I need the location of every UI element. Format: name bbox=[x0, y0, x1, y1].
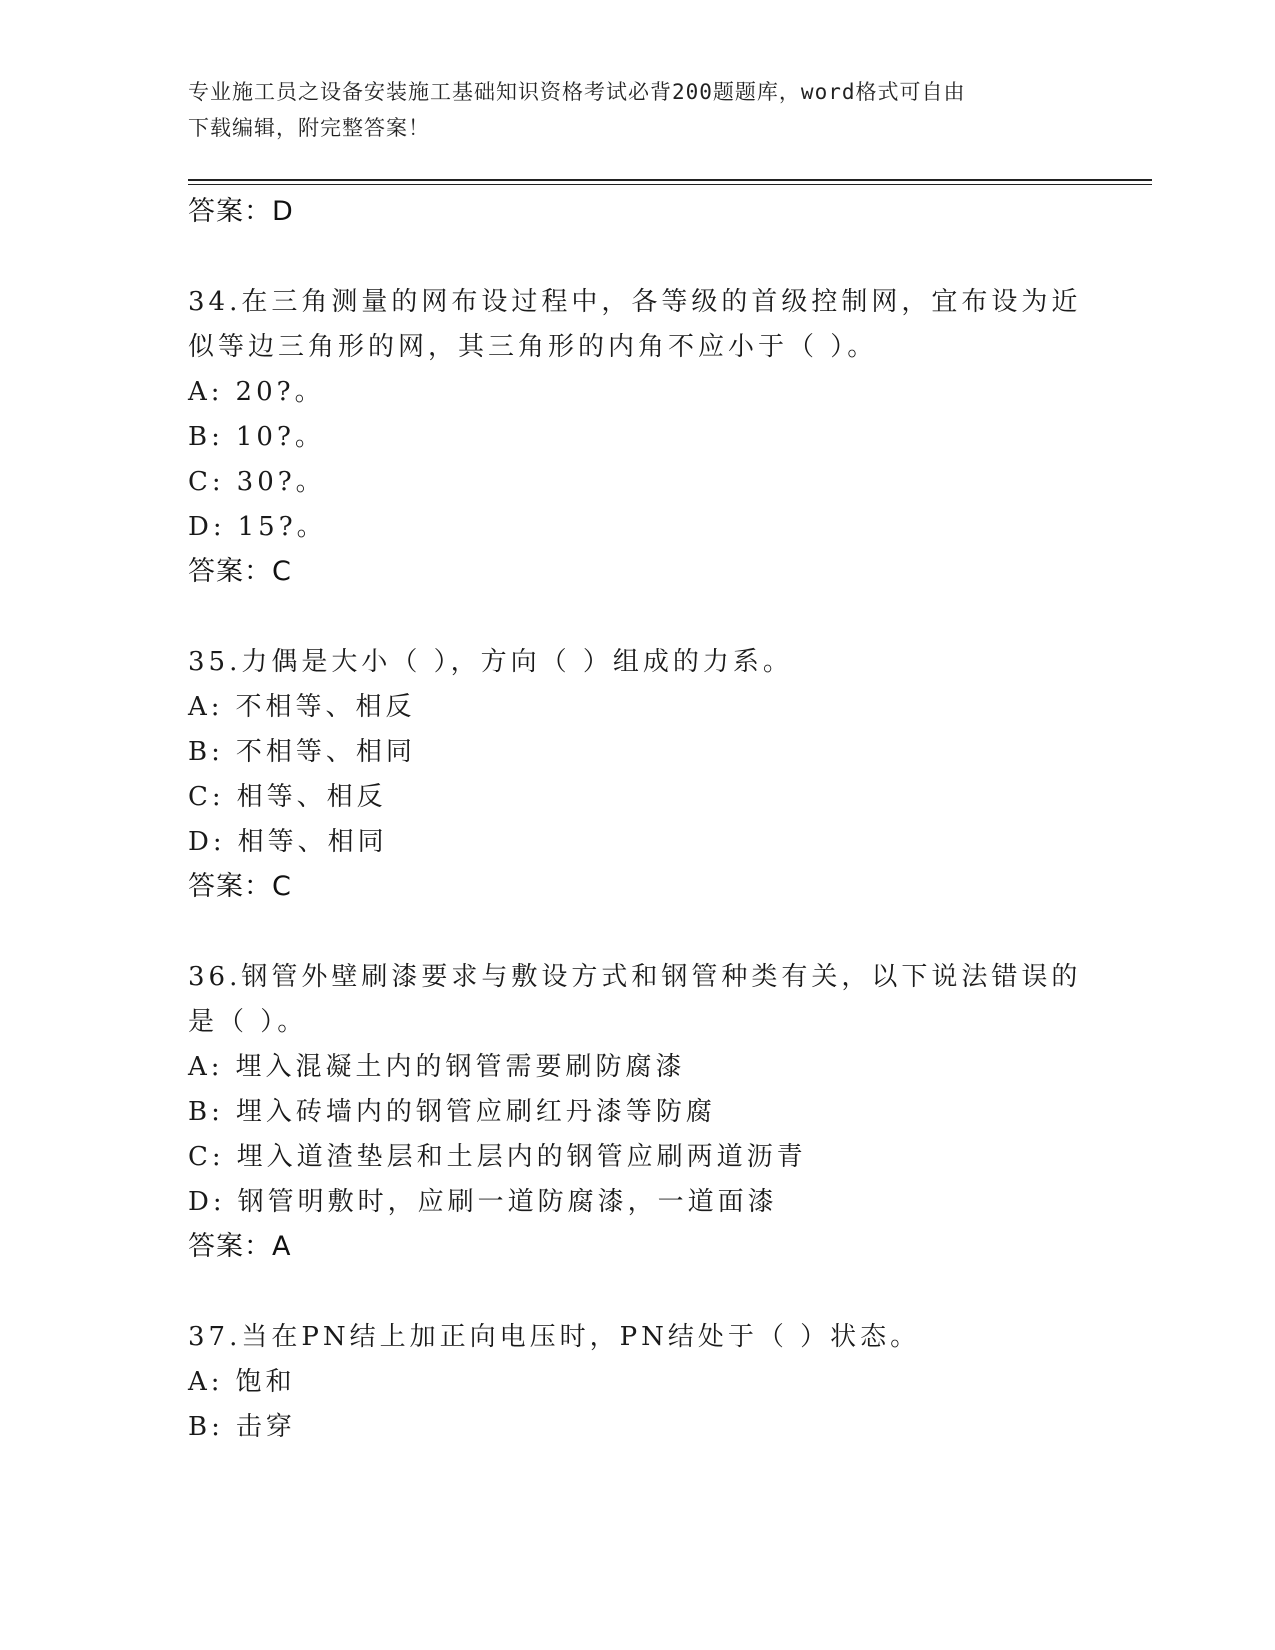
option-letter: C: bbox=[188, 782, 225, 812]
question-37-option-a bbox=[188, 1360, 1088, 1405]
option-text: 30?。 bbox=[236, 467, 326, 497]
option-text: 相等、相同 bbox=[237, 827, 388, 857]
option-text: 10?。 bbox=[235, 422, 325, 452]
option-letter: A: bbox=[188, 1367, 224, 1397]
option-letter: C: bbox=[188, 467, 225, 497]
question-35-option-c bbox=[188, 775, 1088, 820]
option-text: 20?。 bbox=[235, 377, 325, 407]
option-text: 埋入砖墙内的钢管应刷红丹漆等防腐 bbox=[235, 1097, 716, 1127]
option-text: 15?。 bbox=[237, 512, 327, 542]
previous-answer: 答案：D bbox=[188, 196, 294, 227]
question-36-option-c bbox=[188, 1135, 1088, 1180]
option-text: 不相等、相反 bbox=[235, 692, 416, 722]
question-34-option-d bbox=[188, 505, 1088, 550]
option-letter: D: bbox=[188, 827, 226, 857]
option-letter: A: bbox=[188, 377, 224, 407]
question-35-text: 35.力偶是大小（ ），方向（ ）组成的力系。 bbox=[188, 647, 793, 677]
question-34-option-c bbox=[188, 460, 1088, 505]
question-35-answer: 答案：C bbox=[188, 871, 292, 902]
header-line-1: 专业施工员之设备安装施工基础知识资格考试必背200题题库，word格式可自由 bbox=[188, 80, 966, 104]
option-text: 相等、相反 bbox=[236, 782, 387, 812]
question-35-option-d bbox=[188, 820, 1088, 865]
option-letter: D: bbox=[188, 1187, 226, 1217]
option-letter: A: bbox=[188, 692, 224, 722]
header-divider-thin bbox=[188, 184, 1152, 185]
option-letter: C: bbox=[188, 1142, 225, 1172]
option-letter: B: bbox=[188, 422, 224, 452]
question-37-text: 37.当在PN结上加正向电压时，PN结处于（ ）状态。 bbox=[188, 1322, 921, 1352]
question-34-answer: 答案：C bbox=[188, 556, 292, 587]
question-36-option-a bbox=[188, 1045, 1088, 1090]
question-36-answer: 答案：A bbox=[188, 1231, 292, 1262]
header-line-2: 下载编辑，附完整答案！ bbox=[188, 116, 430, 140]
option-letter: D: bbox=[188, 512, 226, 542]
option-letter: A: bbox=[188, 1052, 224, 1082]
question-list bbox=[188, 190, 1088, 1450]
option-text: 饱和 bbox=[235, 1367, 296, 1397]
question-34-text: 34.在三角测量的网布设过程中，各等级的首级控制网，宜布设为近似等边三角形的网，其三角形的内角不应小于（ ）。 bbox=[188, 287, 1082, 362]
document-header bbox=[188, 74, 1068, 146]
question-34-option-b bbox=[188, 415, 1088, 460]
option-letter: B: bbox=[188, 737, 224, 767]
option-text: 击穿 bbox=[235, 1412, 296, 1442]
header-divider-thick bbox=[188, 179, 1152, 181]
question-35-option-a bbox=[188, 685, 1088, 730]
option-text: 埋入道渣垫层和土层内的钢管应刷两道沥青 bbox=[236, 1142, 807, 1172]
question-37-option-b bbox=[188, 1405, 1088, 1450]
question-36-option-b bbox=[188, 1090, 1088, 1135]
question-34-option-a bbox=[188, 370, 1088, 415]
question-36-text: 36.钢管外壁刷漆要求与敷设方式和钢管种类有关，以下说法错误的是（ ）。 bbox=[188, 962, 1082, 1037]
question-35-option-b bbox=[188, 730, 1088, 775]
question-36-option-d bbox=[188, 1180, 1088, 1225]
option-text: 钢管明敷时，应刷一道防腐漆，一道面漆 bbox=[237, 1187, 778, 1217]
option-text: 不相等、相同 bbox=[235, 737, 416, 767]
option-letter: B: bbox=[188, 1097, 224, 1127]
option-letter: B: bbox=[188, 1412, 224, 1442]
option-text: 埋入混凝土内的钢管需要刷防腐漆 bbox=[235, 1052, 686, 1082]
